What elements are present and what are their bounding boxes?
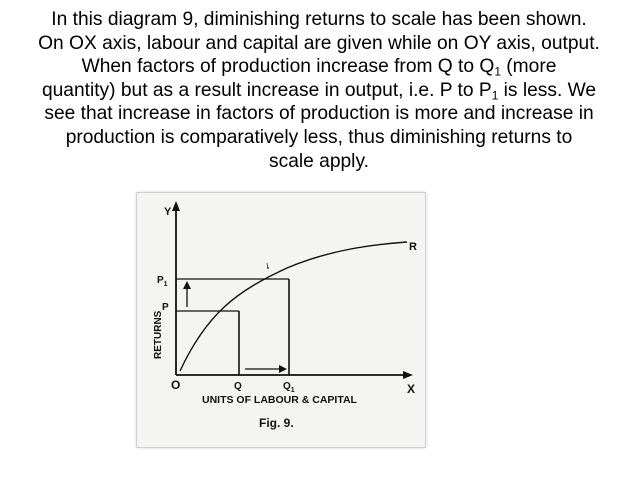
q1-subscript: 1 — [494, 64, 501, 79]
q-to-q1-arrowhead — [279, 365, 287, 373]
q1-sub: 1 — [290, 387, 295, 394]
explanatory-paragraph — [8, 8, 630, 173]
figure-caption: Fig. 9. — [259, 416, 294, 430]
origin-label: O — [171, 378, 181, 392]
p1-letter: P — [157, 275, 164, 286]
paragraph-line-4-tail: is less. We — [498, 79, 597, 101]
y-axis-arrowhead — [172, 201, 180, 211]
q1-axis-label — [283, 381, 295, 394]
x-axis-letter: X — [407, 382, 416, 396]
paragraph-line-3-tail: (more — [500, 56, 557, 78]
x-axis-title: UNITS OF LABOUR & CAPITAL — [202, 394, 357, 406]
q1-letter: Q — [283, 381, 291, 392]
paragraph-line-1: In this diagram 9, diminishing returns to scale has been shown. — [51, 9, 587, 30]
paragraph-line-4 — [8, 79, 630, 103]
diagram-svg — [137, 193, 425, 447]
q-axis-label: Q — [234, 381, 242, 392]
paragraph-line-2: On OX axis, labour and capital are given while on OY axis, output. — [38, 32, 600, 54]
paragraph-line-3 — [8, 55, 630, 79]
paragraph-line-4-text: quantity) but as a result increase in output, i.e. P to P — [41, 79, 492, 101]
paragraph-line-5: see that increase in factors of production is more and increase in — [44, 103, 594, 125]
paragraph-line-6: production is comparatively less, thus diminishing returns to — [65, 126, 573, 148]
curve-r-label: R — [409, 241, 417, 253]
y-axis-letter: Y — [164, 206, 172, 218]
p-axis-label: P — [162, 302, 169, 313]
p1-sub: 1 — [163, 281, 168, 288]
paragraph-line-3-text: When factors of production increase from Q to Q — [81, 56, 495, 78]
p1-subscript: 1 — [491, 88, 499, 103]
x-axis-arrowhead — [403, 371, 413, 379]
diminishing-returns-figure — [136, 192, 426, 448]
y-axis-title: RETURNS — [153, 310, 164, 359]
p1-axis-label — [157, 275, 168, 288]
returns-curve-r — [180, 242, 407, 371]
paragraph-line-7: scale apply. — [269, 150, 369, 172]
p-to-p1-arrowhead — [183, 281, 191, 289]
